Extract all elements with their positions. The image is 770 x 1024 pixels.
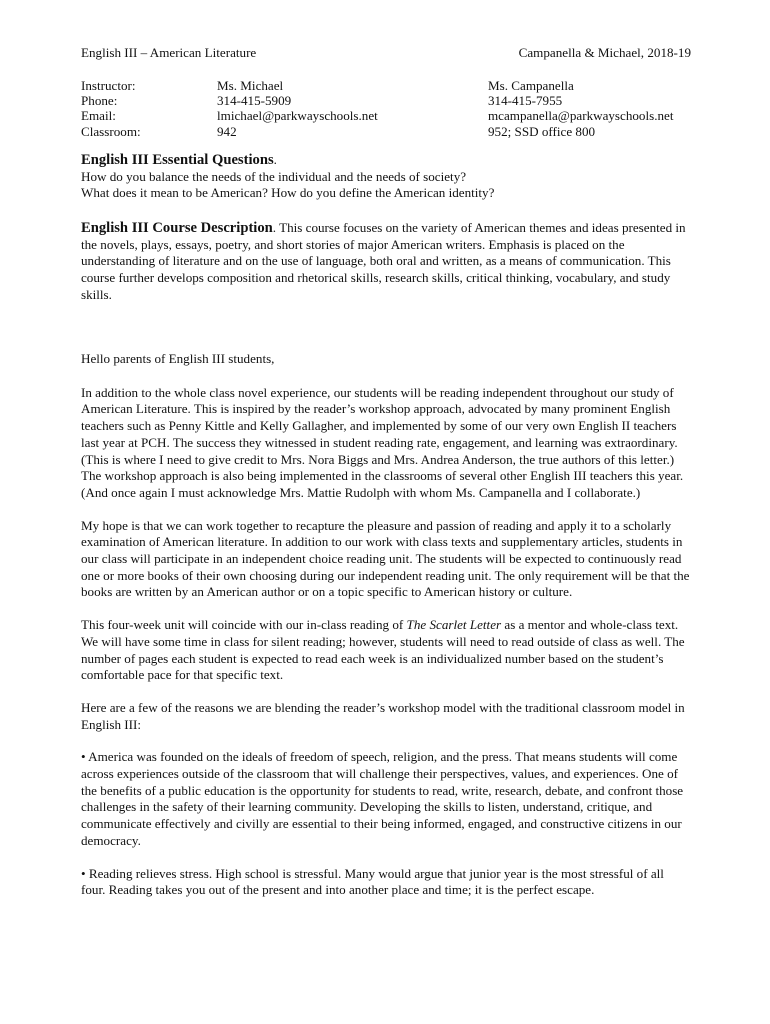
michael-phone: 314-415-5909 bbox=[217, 93, 292, 109]
label-email: Email: bbox=[81, 108, 116, 124]
michael-email: lmichael@parkwayschools.net bbox=[217, 108, 378, 124]
course-description-text: . This course focuses on the variety of American themes and ideas presented in the novels, plays, essays, poetry, and short stories of major American writers. Emphasis is placed on the understanding of literature and on the use of language, both oral and written, as a means of communication. This course further develops composition and rhetorical skills, research skills, critical thinking, vocabulary, and study skills. bbox=[81, 220, 686, 302]
campanella-name: Ms. Campanella bbox=[488, 78, 574, 93]
michael-classroom: 942 bbox=[217, 123, 237, 139]
campanella-phone: 314-415-7955 bbox=[488, 93, 563, 109]
parent-letter bbox=[81, 351, 691, 915]
contact-michael bbox=[217, 78, 378, 139]
course-title: English III – American Literature bbox=[81, 45, 257, 60]
label-classroom: Classroom: bbox=[81, 123, 141, 139]
letter-paragraph-3 bbox=[81, 617, 691, 684]
label-phone: Phone: bbox=[81, 93, 118, 109]
contact-campanella bbox=[488, 78, 674, 139]
label-instructor: Instructor: bbox=[81, 78, 136, 93]
bullet-stress: • Reading relieves stress. High school is stressful. Many would argue that junior year is the most stressful of all four. Reading takes you out of the present and into another place and time; it is the perfect escape. bbox=[81, 865, 664, 898]
p3-before: This four-week unit will coincide with our in-class reading of bbox=[81, 617, 407, 633]
letter-paragraph-2: My hope is that we can work together to recapture the pleasure and passion of reading and apply it to a scholarly examination of American literature. In addition to our work with class texts and supplementary articles, students in our class will participate in an independent choice reading unit. The students will be expected to continuously read one or more books of their own choosing during our independent reading unit. The only requirement will be that the books are written by an American author or on a topic specific to American history or culture. bbox=[81, 517, 690, 600]
course-description-heading: English III Course Description bbox=[81, 220, 273, 236]
bullet-democracy: • America was founded on the ideals of freedom of speech, religion, and the press. That means students will come across experiences outside of the classroom that will challenge their perspectives, values, and experiences. One of the benefits of a public education is the opportunity for students to read, write, research, debate, and confront those challenges in the safety of their learning community. Developing the skills to listen, understand, critique, and communicate effectively and civilly are essential to their being informed, engaged, and constructive citizens in our democracy. bbox=[81, 749, 684, 848]
campanella-classroom: 952; SSD office 800 bbox=[488, 123, 596, 139]
letter-paragraph-1: In addition to the whole class novel experience, our students will be reading independent throughout our study of American Literature. This is inspired by the reader’s workshop approach, advocated by many prominent English teachers such as Penny Kittle and Kelly Gallagher, and implemented by some of our very own English II teachers last year at PCH. The success they witnessed in student reading rate, engagement, and learning was extraordinary. (This is where I need to give credit to Mrs. Nora Biggs and Mrs. Andrea Anderson, the true authors of this letter.) The workshop approach is also being implemented in the classrooms of several other English III teachers this year. (And once again I must acknowledge Mrs. Mattie Rudolph with whom Ms. Campanella and I collaborate.) bbox=[81, 384, 684, 500]
campanella-email: mcampanella@parkwayschools.net bbox=[488, 108, 674, 124]
p3-after: as a mentor and whole-class text. We will have some time in class for silent reading; however, students will need to read outside of class as well. The number of pages each student is expected to read each week is an individualized number based on the student’s comfortable pace for that specific text. bbox=[81, 617, 685, 683]
essential-question-2: What does it mean to be American? How do you define the American identity? bbox=[81, 185, 495, 201]
essential-question-1: How do you balance the needs of the individual and the needs of society? bbox=[81, 168, 467, 184]
essential-questions-heading: English III Essential Questions bbox=[81, 152, 274, 168]
contact-labels bbox=[81, 78, 141, 139]
course-description bbox=[81, 220, 691, 304]
letter-greeting: Hello parents of English III students, bbox=[81, 351, 275, 366]
book-title: The Scarlet Letter bbox=[406, 617, 502, 633]
teachers-year: Campanella & Michael, 2018-19 bbox=[518, 45, 691, 60]
letter-paragraph-4: Here are a few of the reasons we are blending the reader’s workshop model with the traditional classroom model in English III: bbox=[81, 699, 685, 732]
essential-questions-heading-punct: . bbox=[273, 152, 277, 167]
page-header bbox=[81, 45, 691, 63]
michael-name: Ms. Michael bbox=[217, 78, 284, 93]
essential-questions bbox=[81, 152, 691, 202]
